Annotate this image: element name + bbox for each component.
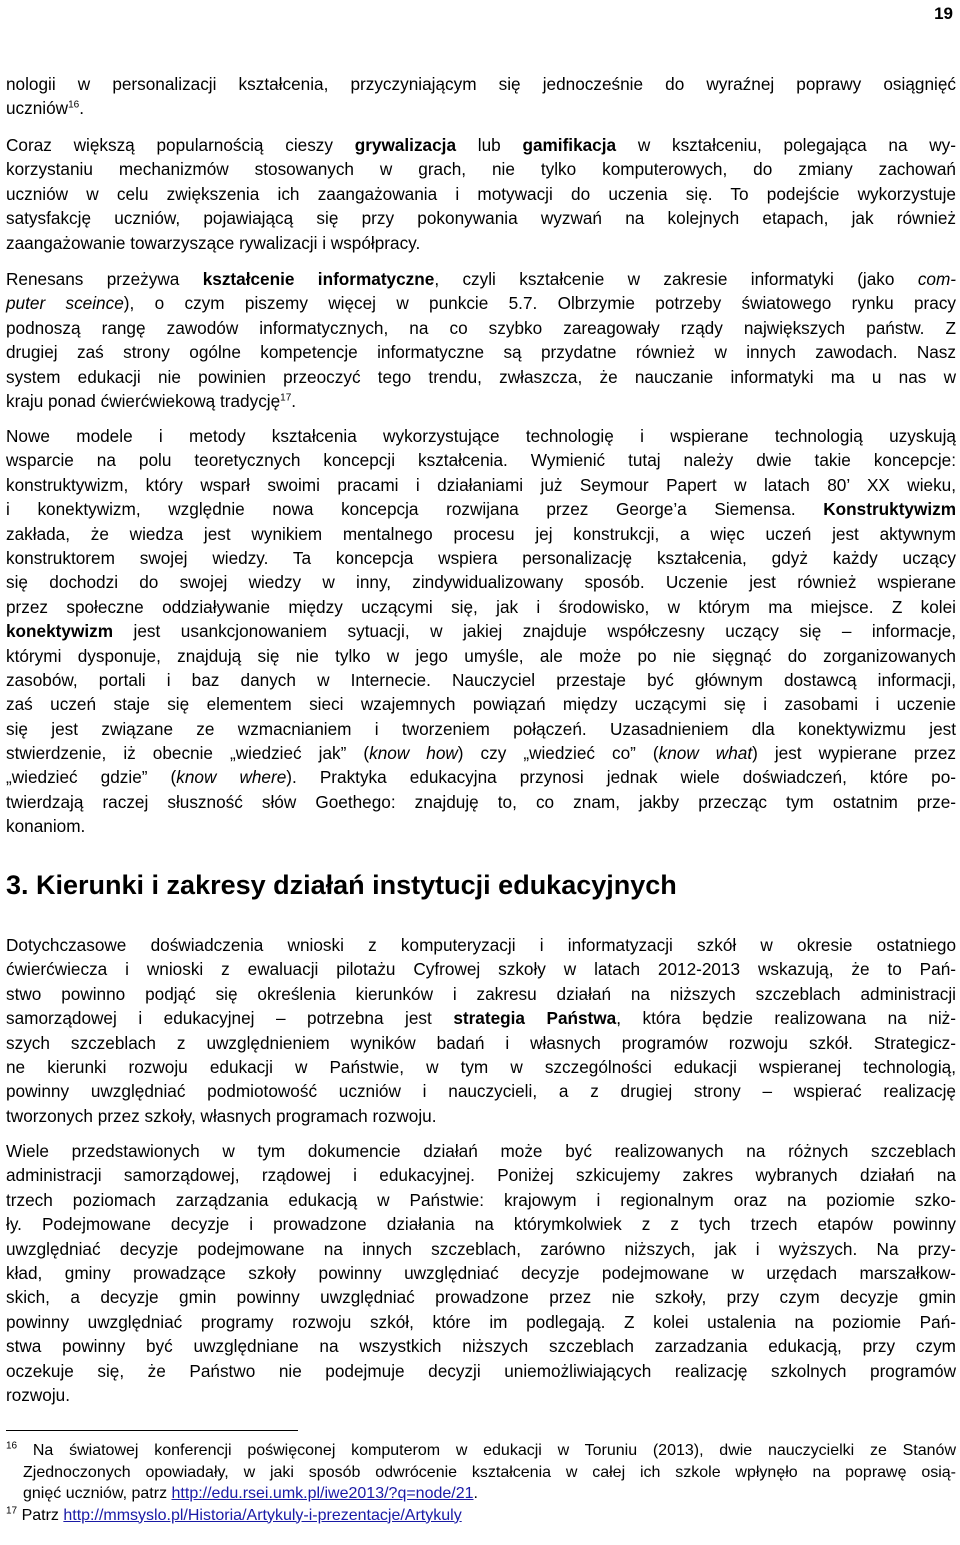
text-line: uwzględniać decyzje podejmowane na innych szczeblach, zarówno niższych, jak i wyższych. Na przy- — [6, 1238, 956, 1259]
text-line: ły. Podejmowane decyzje i prowadzone działania na którymkolwiek z z tych trzech etapów powinny — [6, 1214, 956, 1235]
text-line: konaniom. — [6, 816, 86, 837]
text-line: nologii w personalizacji kształcenia, przyczyniającym się jednocześnie do wyraźnej poprawy osiągnięć — [6, 74, 956, 94]
text-line: przez społeczne oddziaływanie między uczącymi się, jak i środowisko, w którym ma miejsce. Z kolei — [6, 596, 956, 617]
text-line: się jest związane ze wzmacnianiem i tworzeniem połączeń. Uzasadnieniem dla konektywizmu jest — [6, 718, 956, 739]
text-line: stwierdzenie, iż obecnie „wiedzieć jak” (know how) czy „wiedzieć co” (know what) jest wypierane przez — [6, 743, 957, 764]
text-line: Renesans przeżywa kształcenie informatyczne, czyli kształcenie w zakresie informatyki (jako com- — [6, 269, 957, 289]
footnote-ref-16[interactable]: 16 — [68, 99, 80, 111]
text-line: „wiedzieć gdzie” (know where). Praktyka edukacyjna przynosi jednak wiele doświadczeń, które po- — [6, 767, 956, 788]
text-line: podnoszą rangę zawodów informatycznych, na co szybko zareagowały rządy największych państw. Z — [6, 317, 956, 338]
text-line: zakłada, że wiedza jest wynikiem mentalnego procesu jej konstrukcji, a więc uczeń jest aktywnym — [6, 523, 956, 544]
text-line: puter sceince), o czym piszemy więcej w punkcie 5.7. Olbrzymie potrzeby światowego rynku pracy — [6, 293, 957, 314]
text-line: się dochodzi do swojej wiedzy w inny, zindywidualizowany sposób. Uczenie jest również wspierane — [6, 572, 956, 593]
text-line: szych szczeblach z uwzględnieniem wyników badań i własnych programów rozwoju szkół. Strategicz- — [6, 1032, 956, 1053]
text-line: Dotychczasowe doświadczenia wnioski z komputeryzacji i informatyzacji szkół w okresie ostatniego — [6, 935, 956, 955]
text-line: drugiej zaś strony ogólne kompetencje informatyczne są przydatne również w innych zawodach. Nasz — [6, 342, 956, 363]
section-heading: 3. Kierunki i zakresy działań instytucji edukacyjnych — [6, 870, 677, 900]
footnote-16: $^{16}$ Na światowej konferencji poświęconej komputerom w edukacji w Toruniu (2013), dwie nauczycielki ze Stanów — [6, 1440, 956, 1459]
text-line: konstruktorem swojej wiedzy. Ta koncepcja wspiera personalizację kształcenia, gdyż każdy uczący — [6, 547, 956, 568]
text-line: rozwoju. — [6, 1384, 70, 1405]
footnote-17-link[interactable]: http://mmsyslo.pl/Historia/Artykuly-i-prezentacje/Artykuly — [63, 1506, 462, 1524]
text-line: Wiele przedstawionych w tym dokumencie działań może być realizowanych na różnych szczeblach — [6, 1141, 956, 1161]
text-line: zasobów, portali i baz danych w Internecie. Nauczyciel przestaje być głównym dostawcą informacji, — [6, 669, 956, 690]
text-line: tworzonych przez szkoły, własnych programach rozwoju. — [6, 1105, 437, 1126]
page-number: 19 — [934, 4, 953, 23]
text-line: konstruktywizm, który wsparł swoimi pracami i działaniami już Seymour Papert w latach 80’ XX wieku, — [6, 474, 956, 495]
footnote-separator — [6, 1430, 298, 1431]
paragraph-gamification — [6, 133, 956, 255]
text-line: skich, a decyzje gmin powinny uwzględniać prowadzone przez nie szkoły, przy czym decyzje gmin — [6, 1287, 956, 1308]
text-line: twierdzają raczej słuszność słów Goethego: znajduję to, co znam, jakby przecząc tym ostatnim prze- — [6, 791, 956, 812]
text-line: ne kierunki rozwoju edukacji w Państwie, w tym w szczególności edukacji wspieranej technologią, — [6, 1056, 956, 1077]
paragraph-models — [6, 424, 956, 839]
text-line: Coraz większą popularnością cieszy grywalizacja lub gamifikacja w kształceniu, polegająca na wy- — [6, 135, 956, 155]
text-line: trzech poziomach zarządzania edukacją w Państwie: krajowym i regionalnym oraz na poziomie szko- — [6, 1189, 956, 1210]
footnote-ref-17[interactable]: 17 — [280, 392, 292, 404]
footnote-16-link[interactable]: http://edu.rsei.umk.pl/iwe2013/?q=node/21 — [171, 1485, 474, 1502]
text-line: i konektywizm, względnie nowa koncepcja rozwijana przez George’a Siemensa. Konstruktywizm — [6, 499, 956, 520]
text-line: Nowe modele i metody kształcenia wykorzystujące technologię i wspierane technologią uzyskują — [6, 426, 956, 446]
text-line: stwo powinno podjąć się określenia kierunków i zakresu działań na niższych szczeblach administracji — [6, 983, 956, 1004]
text-line: korzystaniu mechanizmów stosowanych w grach, nie tylko komputerowych, do zmiany zachowań — [6, 159, 956, 180]
text-line: administracji samorządowej, rządowej i edukacyjnej. Poniżej szkicujemy zakres wybranych działań na — [6, 1165, 956, 1186]
text-line: kład, gminy prowadzące szkoły powinny uwzględniać decyzje podejmowane w urzędach marszałkow- — [6, 1262, 956, 1283]
text-line: stwa powinny być uwzględniane na wszystkich niższych szczeblach zarzadzania edukacją, przy czym — [6, 1336, 956, 1357]
footnote-17: $^{17}$ Patrz http://mmsyslo.pl/Historia/Artykuly-i-prezentacje/Artykuly — [6, 1505, 462, 1524]
text-line: oczekuje się, że Państwo nie podejmuje decyzji uniemożliwiających realizację szkolnych programów — [6, 1360, 956, 1381]
text-line: system edukacji nie powinien przeoczyć tego trendu, zwłaszcza, że nauczanie informatyki ma u nas w — [6, 366, 956, 387]
text-line: uczniów$^{16}$. — [6, 98, 85, 119]
text-line: uczniów w celu zwiększenia ich zaangażowania i motywacji do uczenia się. To podejście wykorzystuje — [6, 183, 956, 204]
text-line: satysfakcję uczniów, pojawiającą się przy pokonywania wyzwań na kolejnych etapach, jak również — [6, 208, 956, 229]
text-line: konektywizm jest usankcjonowaniem sytuacji, w jakiej znajduje współczesny uczący się – informacje, — [6, 621, 956, 642]
text-line: kraju ponad ćwierćwiekową tradycję$^{17}$. — [6, 390, 297, 411]
paragraph-strategy — [6, 933, 956, 1128]
text-line: zaś uczeń staje się elementem sieci wzajemnych powiązań między uczącymi się i zasobami i uczenie — [6, 694, 956, 715]
paragraph-continuation — [6, 72, 956, 121]
text-line: którymi dysponuje, znajdują się nie tylko w jego umyśle, ale może po nie sięgnąć do zorganizowanych — [6, 645, 956, 666]
text-line: ćwierćwiecza i wnioski z ewaluacji pilotażu Cyfrowej szkoły w latach 2012-2013 wskazują, że to Pań- — [6, 959, 956, 980]
text-line: powinny uwzględniać programy rozwoju szkół, które im podlegają. Z kolei ustalenia na poziomie Pań- — [6, 1311, 956, 1332]
footnote-16-line: Zjednoczonych opowiadały, w jaki sposób odwrócenie kształcenia w całej ich szkole wpłynęło na poprawę osią- — [23, 1463, 956, 1481]
footnotes — [6, 1440, 956, 1526]
paragraph-levels — [6, 1139, 956, 1407]
text-line: zaangażowanie towarzyszące rywalizacji i współpracy. — [6, 232, 421, 253]
text-line: samorządowej i edukacyjnej – potrzebna jest strategia Państwa, która będzie realizowana na niż- — [6, 1008, 957, 1029]
paragraph-informatics — [6, 267, 956, 413]
text-line: powinny uwzględniać podmiotowość uczniów i nauczycieli, a z drugiej strony – wspierać realizację — [6, 1081, 956, 1102]
text-line: wsparcie na polu teoretycznych koncepcji kształcenia. Wymienić tutaj należy dwie takie koncepcje: — [6, 450, 956, 471]
footnote-16-line: gnięć uczniów, patrz http://edu.rsei.umk.pl/iwe2013/?q=node/21. — [23, 1485, 478, 1502]
